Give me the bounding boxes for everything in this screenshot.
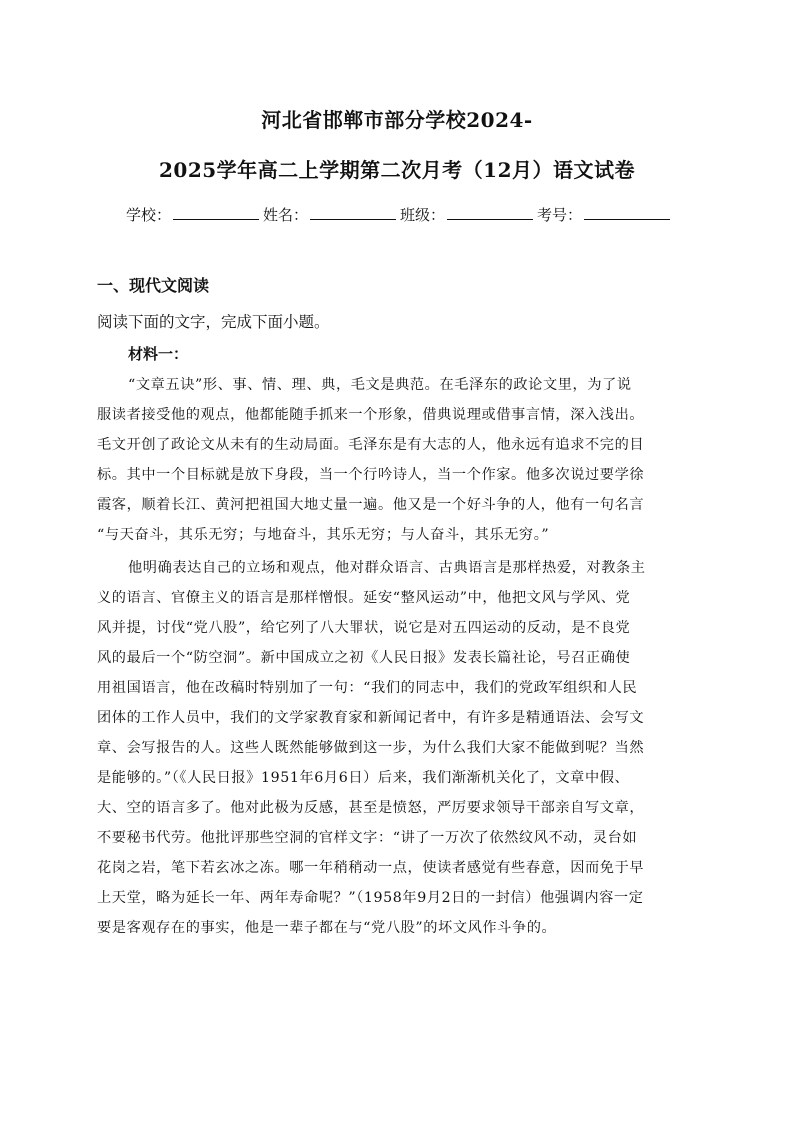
passage-line: “文章五诀”形、事、情、理、典，毛文是典范。在毛泽东的政论文里，为了说 — [128, 377, 632, 393]
reading-instruction: 阅读下面的文字，完成下面小题。 — [97, 313, 330, 331]
material-label: 材料一： — [128, 345, 189, 363]
name-field — [263, 204, 400, 225]
student-info-row — [126, 204, 686, 225]
passage-line: 风并提，讨伐“党八股”，给它列了八大罪状，说它是对五四运动的反动，是不良党 — [97, 620, 631, 636]
exam-number-label: 考号： — [537, 206, 583, 224]
exam-number-field — [537, 204, 674, 225]
passage-line: 不要秘书代劳。他批评那些空洞的官样文字：“讲了一万次了依然纹风不动，灵台如 — [97, 830, 638, 846]
passage-line: 毛文开创了政论文从未有的生动局面。毛泽东是有大志的人，他永远有追求不完的目 — [97, 437, 645, 453]
passage-line: 风的最后一个“防空洞”。新中国成立之初《人民日报》发表长篇社论，号召正确使 — [97, 650, 631, 666]
exam-title-line-2: 2025学年高二上学期第二次月考（12月）语文试卷 — [159, 158, 635, 182]
passage-line: 要是客观存在的事实，他是一辈子都在与“党八股”的坏文风作斗争的。 — [97, 920, 557, 936]
section-heading: 一、现代文阅读 — [97, 276, 210, 295]
passage-line: 用祖国语言，他在改稿时特别加了一句：“我们的同志中，我们的党政军组织和人民 — [97, 680, 638, 696]
name-label: 姓名： — [263, 206, 309, 224]
passage-line: 团体的工作人员中，我们的文学家教育家和新闻记者中，有许多是精通语法、会写文 — [97, 710, 645, 726]
class-label: 班级： — [400, 206, 446, 224]
passage-line: 花岗之岩，笔下若玄冰之冻。哪一年稍稍动一点，使读者感觉有些春意，因而免于早 — [97, 860, 645, 876]
class-blank — [447, 205, 533, 220]
exam-number-blank — [584, 205, 670, 220]
passage-line: 上天堂，略为延长一年、两年寿命呢？”（1958年9月2日的一封信）他强调内容一定 — [97, 890, 644, 906]
passage-line: 章、会写报告的人。这些人既然能够做到这一步，为什么我们大家不能做到呢？当然 — [97, 740, 645, 756]
class-field — [400, 204, 537, 225]
passage-line: 标。其中一个目标就是放下身段，当一个行吟诗人，当一个作家。他多次说过要学徐 — [97, 467, 645, 483]
school-field — [126, 204, 263, 225]
passage-line: 大、空的语言多了。他对此极为反感，甚至是愤怒，严厉要求领导干部亲自写文章， — [97, 800, 645, 816]
passage-line: 是能够的。”（《人民日报》1951年6月6日）后来，我们渐渐机关化了，文章中假、 — [97, 770, 630, 786]
passage-line: 义的语言、官僚主义的语言是那样憎恨。延安“整风运动”中，他把文风与学风、党 — [97, 590, 631, 606]
name-blank — [310, 205, 396, 220]
school-label: 学校： — [126, 206, 172, 224]
exam-title-line-1: 河北省邯郸市部分学校2024- — [261, 108, 533, 132]
school-blank — [173, 205, 259, 220]
passage-line: 他明确表达自己的立场和观点，他对群众语言、古典语言是那样热爱，对教条主 — [128, 560, 646, 576]
passage-line: 服读者接受他的观点，他都能随手抓来一个形象，借典说理或借事言情，深入浅出。 — [97, 407, 645, 423]
passage-line: “与天奋斗，其乐无穷；与地奋斗，其乐无穷；与人奋斗，其乐无穷。” — [97, 527, 550, 543]
passage-line: 霞客，顺着长江、黄河把祖国大地丈量一遍。他又是一个好斗争的人，他有一句名言 — [97, 497, 645, 513]
